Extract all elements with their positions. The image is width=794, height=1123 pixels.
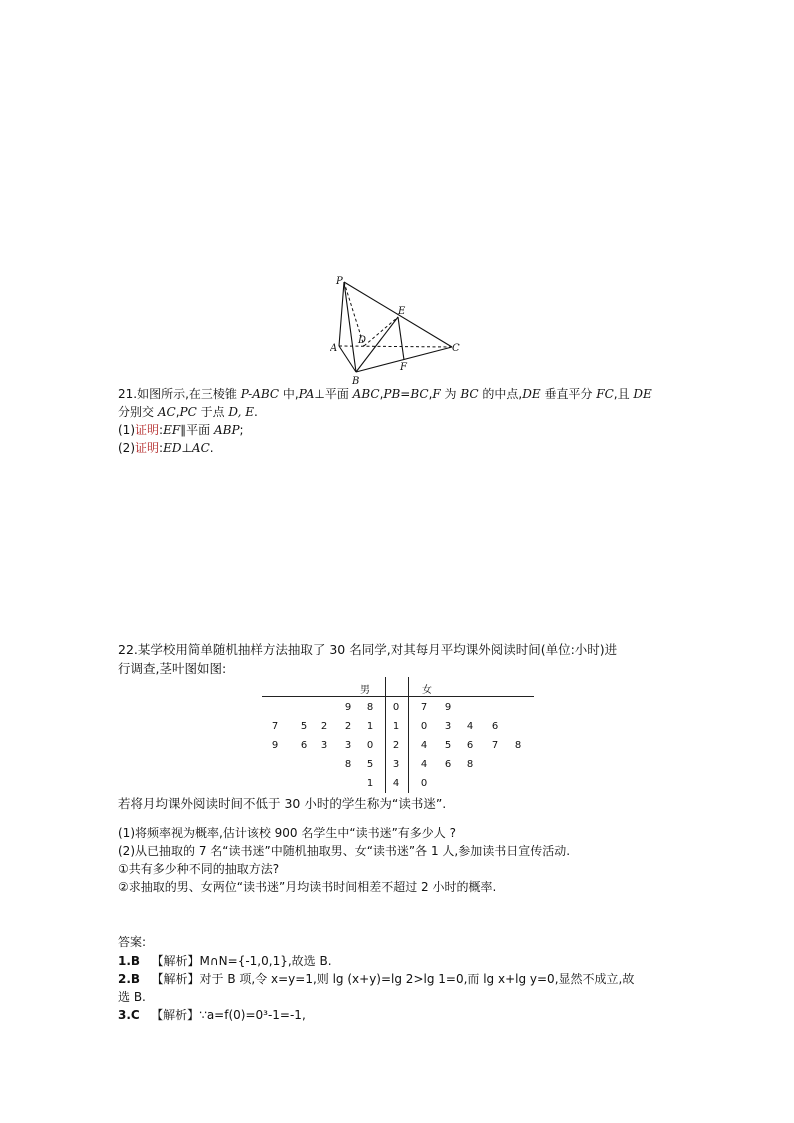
stem-value: 1 <box>392 721 400 732</box>
label-P: P <box>336 276 343 287</box>
tetrahedron-figure <box>330 274 465 386</box>
female-leaf: 7 <box>491 740 499 751</box>
female-leaf: 4 <box>420 759 428 770</box>
male-leaf: 5 <box>300 721 308 732</box>
male-leaf: 7 <box>271 721 279 732</box>
q21-part2: (2)证明:ED⊥AC. <box>118 441 214 455</box>
label-B: B <box>352 376 360 386</box>
female-leaf: 6 <box>444 759 452 770</box>
male-leaf: 3 <box>320 740 328 751</box>
male-leaf: 3 <box>344 740 352 751</box>
stem-leaf-plot <box>262 677 534 793</box>
male-leaf: 1 <box>366 778 374 789</box>
male-leaf: 9 <box>271 740 279 751</box>
female-leaf: 6 <box>491 721 499 732</box>
male-leaf: 2 <box>320 721 328 732</box>
male-leaf: 6 <box>300 740 308 751</box>
stem-value: 0 <box>392 702 400 713</box>
q21-line1: 21.如图所示,在三棱锥 P-ABC 中,PA⊥平面 ABC,PB=BC,F 为 BC 的中点,DE 垂直平分 FC,且 DE <box>118 387 652 401</box>
female-header: 女 <box>422 685 432 696</box>
stem-value: 4 <box>392 778 400 789</box>
q22-part2-sub2: ②求抽取的男、女两位“读书迷”月均读书时间相差不超过 2 小时的概率. <box>118 880 497 894</box>
female-leaf: 6 <box>466 740 474 751</box>
q22-line1: 22.某学校用简单随机抽样方法抽取了 30 名同学,对其每月平均课外阅读时间(单位:小时)进 <box>118 642 618 657</box>
q22-part2-sub1: ①共有多少种不同的抽取方法? <box>118 862 280 876</box>
label-F: F <box>400 362 407 373</box>
q22-definition: 若将月均课外阅读时间不低于 30 小时的学生称为“读书迷”. <box>118 796 447 811</box>
answer-2: 2.B 【解析】对于 B 项,令 x=y=1,则 lg (x+y)=lg 2>lg 1=0,而 lg x+lg y=0,显然不成立,故 <box>118 972 635 986</box>
male-leaf: 0 <box>366 740 374 751</box>
female-leaf: 3 <box>444 721 452 732</box>
label-D: D <box>358 335 367 346</box>
answer-1: 1.B 【解析】M∩N={-1,0,1},故选 B. <box>118 954 332 968</box>
q21-part1: (1)证明:EF∥平面 ABP; <box>118 423 244 437</box>
female-leaf: 8 <box>514 740 522 751</box>
female-leaf: 7 <box>420 702 428 713</box>
label-A: A <box>330 343 338 354</box>
male-header: 男 <box>360 685 370 696</box>
female-leaf: 5 <box>444 740 452 751</box>
answer-3: 3.C 【解析】∵a=f(0)=0³-1=-1, <box>118 1008 306 1022</box>
male-leaf: 9 <box>344 702 352 713</box>
female-leaf: 0 <box>420 778 428 789</box>
female-leaf: 8 <box>466 759 474 770</box>
stem-value: 2 <box>392 740 400 751</box>
stem-value: 3 <box>392 759 400 770</box>
label-C: C <box>452 343 460 354</box>
q22-part1: (1)将频率视为概率,估计该校 900 名学生中“读书迷”有多少人 ? <box>118 826 456 840</box>
answers-heading: 答案: <box>118 935 147 949</box>
q21-line2: 分别交 AC,PC 于点 D, E. <box>118 405 258 419</box>
male-leaf: 1 <box>366 721 374 732</box>
female-leaf: 4 <box>466 721 474 732</box>
female-leaf: 9 <box>444 702 452 713</box>
male-leaf: 8 <box>366 702 374 713</box>
answer-2-cont: 选 B. <box>118 990 146 1004</box>
male-leaf: 2 <box>344 721 352 732</box>
male-leaf: 8 <box>344 759 352 770</box>
label-E: E <box>398 306 406 317</box>
q22-part2: (2)从已抽取的 7 名“读书迷”中随机抽取男、女“读书迷”各 1 人,参加读书日宣传活动. <box>118 844 571 858</box>
female-leaf: 4 <box>420 740 428 751</box>
female-leaf: 0 <box>420 721 428 732</box>
q22-line2: 行调查,茎叶图如图: <box>118 661 227 676</box>
male-leaf: 5 <box>366 759 374 770</box>
